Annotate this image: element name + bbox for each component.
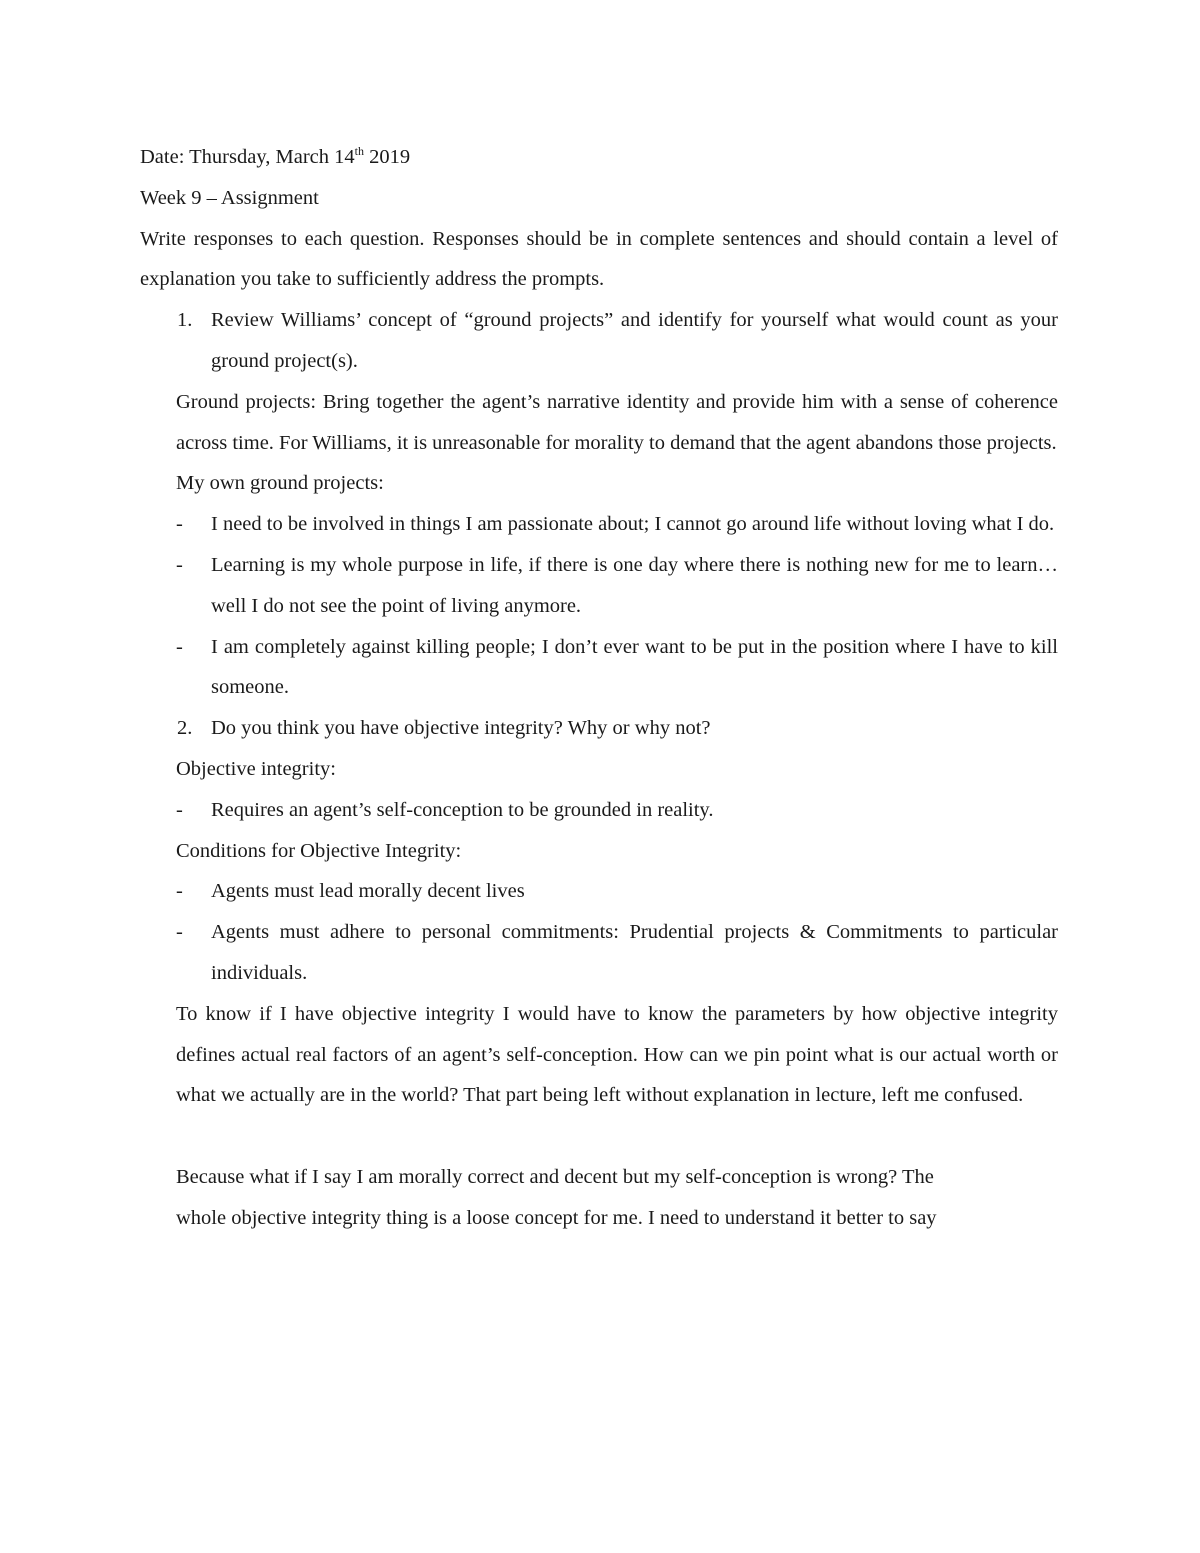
answer-paragraph-2-line-1: Because what if I say I am morally correct and decent but my self-conception is wrong? The — [176, 1165, 934, 1188]
list-item — [140, 545, 1058, 627]
question-number: 2. — [177, 717, 193, 740]
list-item — [140, 871, 1058, 912]
answer-paragraph-1: To know if I have objective integrity I would have to know the parameters by how objective integrity defines actual real factors of an agent’s self-conception. How can we pin point what is our actual worth or what we actually are in the world? That part being left without explanation in lecture, left me confused. — [176, 1002, 1058, 1107]
question-2 — [140, 708, 1058, 749]
bullet-dash: - — [176, 553, 183, 576]
list-item — [140, 912, 1058, 994]
answer-paragraph-2-line-2: whole objective integrity thing is a loose concept for me. I need to understand it better to say — [176, 1206, 937, 1229]
instructions-paragraph: Write responses to each question. Responses should be in complete sentences and should contain a level of explanation you take to sufficiently address the prompts. — [140, 227, 1058, 291]
list-item — [140, 504, 1058, 545]
bullet-dash: - — [176, 921, 183, 944]
list-item-text: Learning is my whole purpose in life, if there is one day where there is nothing new for me to learn…well I do not see the point of living anymore. — [211, 553, 1058, 617]
list-item — [140, 790, 1058, 831]
blank-line — [140, 1116, 1058, 1157]
list-item-text: Agents must adhere to personal commitments: Prudential projects & Commitments to particular individuals. — [211, 921, 1058, 984]
bullet-dash: - — [176, 513, 183, 536]
question-text: Do you think you have objective integrity? Why or why not? — [211, 717, 711, 740]
question-number: 1. — [177, 309, 193, 332]
list-item-text: Agents must lead morally decent lives — [211, 880, 525, 903]
bullet-dash: - — [176, 798, 183, 821]
bullet-dash: - — [176, 635, 183, 658]
date-text: Date: Thursday, March 14 — [140, 146, 355, 168]
assignment-heading: Week 9 – Assignment — [140, 186, 319, 209]
objective-integrity-label: Objective integrity: — [176, 757, 336, 780]
list-item-text: I need to be involved in things I am passionate about; I cannot go around life without loving what I do. — [211, 513, 1055, 536]
list-item-text: Requires an agent’s self-conception to be grounded in reality. — [211, 798, 714, 821]
question-text: Review Williams’ concept of “ground projects” and identify for yourself what would count as your ground project(s). — [211, 309, 1058, 372]
list-item-text: I am completely against killing people; I don’t ever want to be put in the position where I have to kill someone. — [211, 635, 1058, 699]
document-body — [140, 137, 1058, 1239]
date-line — [140, 137, 1058, 178]
date-ordinal-superscript: th — [354, 144, 364, 158]
question-1 — [140, 300, 1058, 382]
conditions-label: Conditions for Objective Integrity: — [176, 839, 462, 862]
date-year: 2019 — [363, 146, 411, 168]
list-item — [140, 627, 1058, 709]
ground-projects-definition: Ground projects: Bring together the agent’s narrative identity and provide him with a sense of coherence across time. For Williams, it is unreasonable for morality to demand that the agent abandons those projects. — [176, 390, 1058, 454]
own-projects-label: My own ground projects: — [176, 472, 384, 495]
bullet-dash: - — [176, 880, 183, 903]
